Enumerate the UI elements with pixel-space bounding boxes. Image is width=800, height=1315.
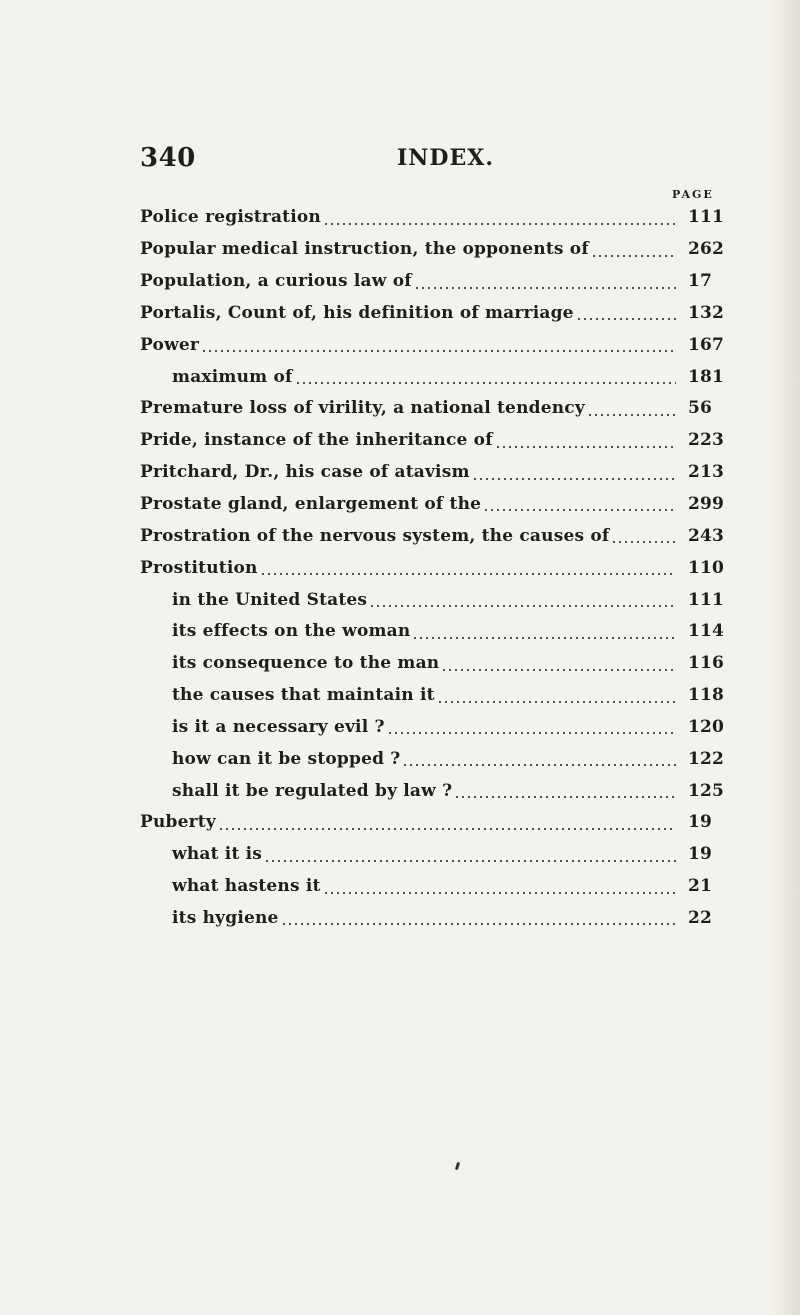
entry-term: Premature loss of virility, a national tendency: [140, 398, 585, 419]
dot-leader: [369, 605, 676, 607]
entry-term: Population, a curious law of: [140, 271, 412, 292]
entry-term: Pride, instance of the inheritance of: [140, 430, 493, 451]
entry-page-number: 111: [688, 207, 725, 228]
index-subentry: [140, 361, 740, 393]
dot-leader: [402, 764, 676, 766]
entry-term: its hygiene: [172, 907, 279, 928]
entry-page-number: 22: [688, 907, 713, 928]
index-entry: [140, 489, 740, 521]
index-subentry: [140, 712, 740, 744]
dot-leader: [218, 828, 676, 830]
entry-page-number: 118: [688, 685, 725, 706]
index-subentry: [140, 871, 740, 903]
entry-term: in the United States: [172, 589, 368, 610]
entry-page-number: 122: [688, 748, 725, 769]
index-list: [140, 202, 740, 934]
entry-page-number: 114: [688, 621, 725, 642]
entry-page-number: 243: [688, 525, 725, 546]
entry-page-number: 120: [688, 716, 725, 737]
dot-leader: [611, 541, 676, 543]
index-entry: [140, 266, 740, 298]
index-entry: [140, 425, 740, 457]
entry-term: Pritchard, Dr., his case of atavism: [140, 462, 470, 483]
running-title: INDEX.: [397, 145, 494, 171]
page-header: [140, 143, 680, 183]
entry-term: what it is: [172, 844, 263, 865]
entry-page-number: 110: [688, 557, 725, 578]
dot-leader: [483, 509, 676, 511]
dot-leader: [387, 732, 676, 734]
page-column-label: PAGE: [672, 188, 714, 201]
index-entry: [140, 520, 740, 552]
entry-page-number: 116: [688, 653, 725, 674]
dot-leader: [323, 223, 676, 225]
entry-term: Police registration: [140, 207, 321, 228]
entry-page-number: 56: [688, 398, 713, 419]
entry-term: Power: [140, 334, 200, 355]
dot-leader: [591, 255, 676, 257]
dot-leader: [587, 414, 676, 416]
entry-term: its effects on the woman: [172, 621, 411, 642]
entry-page-number: 132: [688, 302, 725, 323]
index-subentry: [140, 648, 740, 680]
index-subentry: [140, 584, 740, 616]
entry-page-number: 17: [688, 271, 713, 292]
entry-page-number: 213: [688, 462, 725, 483]
entry-term: Prostitution: [140, 557, 258, 578]
entry-term: shall it be regulated by law ?: [172, 780, 453, 801]
dot-leader: [201, 350, 676, 352]
index-entry: [140, 393, 740, 425]
index-subentry: [140, 903, 740, 935]
ink-speck: [455, 1162, 460, 1171]
entry-page-number: 125: [688, 780, 725, 801]
dot-leader: [437, 701, 676, 703]
dot-leader: [414, 287, 676, 289]
index-entry: [140, 202, 740, 234]
entry-page-number: 111: [688, 589, 725, 610]
index-entry: [140, 457, 740, 489]
index-subentry: [140, 743, 740, 775]
dot-leader: [281, 923, 676, 925]
entry-term: what hastens it: [172, 876, 321, 897]
entry-term: Puberty: [140, 812, 216, 833]
entry-term: Prostate gland, enlargement of the: [140, 494, 482, 515]
index-entry: [140, 298, 740, 330]
entry-term: Popular medical instruction, the opponents of: [140, 239, 589, 260]
index-subentry: [140, 616, 740, 648]
index-subentry: [140, 775, 740, 807]
entry-page-number: 181: [688, 366, 725, 387]
entry-page-number: 223: [688, 430, 725, 451]
index-entry: [140, 329, 740, 361]
entry-page-number: 19: [688, 844, 713, 865]
entry-term: Portalis, Count of, his definition of marriage: [140, 302, 574, 323]
entry-page-number: 21: [688, 876, 713, 897]
entry-term: the causes that maintain it: [172, 685, 435, 706]
dot-leader: [323, 892, 676, 894]
dot-leader: [576, 318, 676, 320]
entry-page-number: 262: [688, 239, 725, 260]
entry-page-number: 299: [688, 494, 725, 515]
dot-leader: [260, 573, 676, 575]
dot-leader: [295, 382, 676, 384]
entry-term: is it a necessary evil ?: [172, 716, 385, 737]
index-entry: [140, 234, 740, 266]
dot-leader: [472, 478, 676, 480]
entry-term: its consequence to the man: [172, 653, 440, 674]
dot-leader: [495, 446, 676, 448]
page-number: 340: [140, 143, 196, 173]
entry-term: maximum of: [172, 366, 293, 387]
entry-page-number: 167: [688, 334, 725, 355]
dot-leader: [454, 796, 676, 798]
dot-leader: [412, 637, 676, 639]
index-entry: [140, 552, 740, 584]
index-entry: [140, 807, 740, 839]
index-subentry: [140, 680, 740, 712]
dot-leader: [264, 860, 676, 862]
page-edge-shadow: [770, 0, 800, 1315]
index-subentry: [140, 839, 740, 871]
entry-page-number: 19: [688, 812, 713, 833]
entry-term: how can it be stopped ?: [172, 748, 401, 769]
dot-leader: [441, 669, 676, 671]
entry-term: Prostration of the nervous system, the causes of: [140, 525, 610, 546]
